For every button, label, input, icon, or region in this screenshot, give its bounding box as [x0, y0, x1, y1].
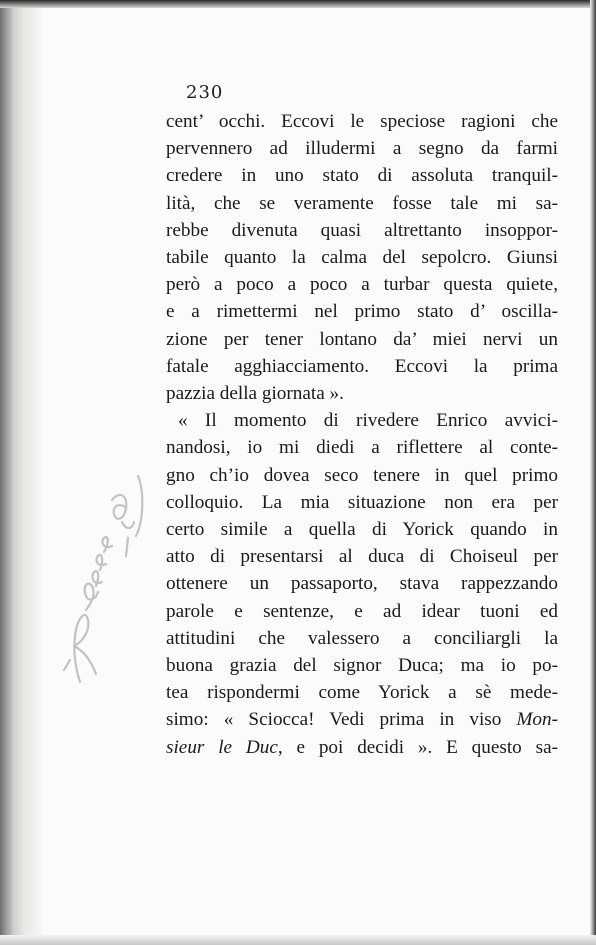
- right-page-edge: [590, 0, 596, 945]
- text-line: nandosi, io mi diedi a riflettere al conte-: [166, 437, 558, 459]
- binding-shadow: [0, 0, 42, 945]
- text-line: zione per tener lontano da’ miei nervi un: [166, 328, 558, 350]
- text-line: buona grazia del signor Duca; ma io po-: [166, 655, 558, 677]
- text-line: però a poco a poco a turbar questa quiete,: [166, 274, 558, 296]
- text-line: parole e sentenze, e ad idear tuoni ed: [166, 600, 558, 622]
- italic-text-segment: Mon-: [516, 709, 558, 731]
- text-line: rebbe divenuta quasi altrettanto insoppor-: [166, 219, 558, 241]
- text-line: credere in uno stato di assoluta tranquil-: [166, 165, 558, 187]
- text-line: certo simile a quella di Yorick quando in: [166, 519, 558, 541]
- text-line: ottenere un passaporto, stava rappezzando: [166, 573, 558, 595]
- text-line: gno ch’io dovea seco tenere in quel primo: [166, 464, 558, 486]
- text-line: colloquio. La mia situazione non era per: [166, 491, 558, 513]
- text-line: cent’ occhi. Eccovi le speciose ragioni che: [166, 111, 558, 132]
- text-line: lità, che se veramente fosse tale mi sa-: [166, 192, 558, 214]
- text-segment: , e poi decidi ». E questo sa-: [277, 736, 558, 758]
- handwritten-margin-note: [52, 460, 152, 700]
- page-number: 230: [186, 82, 224, 103]
- top-page-edge: [0, 0, 596, 8]
- body-text: [166, 108, 558, 761]
- text-segment: simo: « Sciocca! Vedi prima in viso: [166, 709, 502, 731]
- text-line: pazzia della giornata ».: [166, 383, 344, 405]
- text-line: attitudini che valessero a conciliargli la: [166, 627, 558, 649]
- text-line: tea rispondermi come Yorick a sè mede-: [166, 682, 558, 704]
- italic-text-segment: sieur le Duc: [166, 736, 278, 758]
- bottom-page-edge: [0, 935, 596, 945]
- text-line: [166, 706, 558, 733]
- paragraph-start-line: « Il momento di rivedere Enrico avvici-: [178, 410, 558, 432]
- text-line: atto di presentarsi al duca di Choiseul per: [166, 546, 558, 568]
- text-line: tabile quanto la calma del sepolcro. Giunsi: [166, 247, 558, 269]
- text-line: pervennero ad illudermi a segno da farmi: [166, 138, 558, 160]
- text-line: e a rimettermi nel primo stato d’ oscilla-: [166, 301, 558, 323]
- text-line: fatale agghiacciamento. Eccovi la prima: [166, 355, 558, 377]
- text-line: [166, 734, 558, 761]
